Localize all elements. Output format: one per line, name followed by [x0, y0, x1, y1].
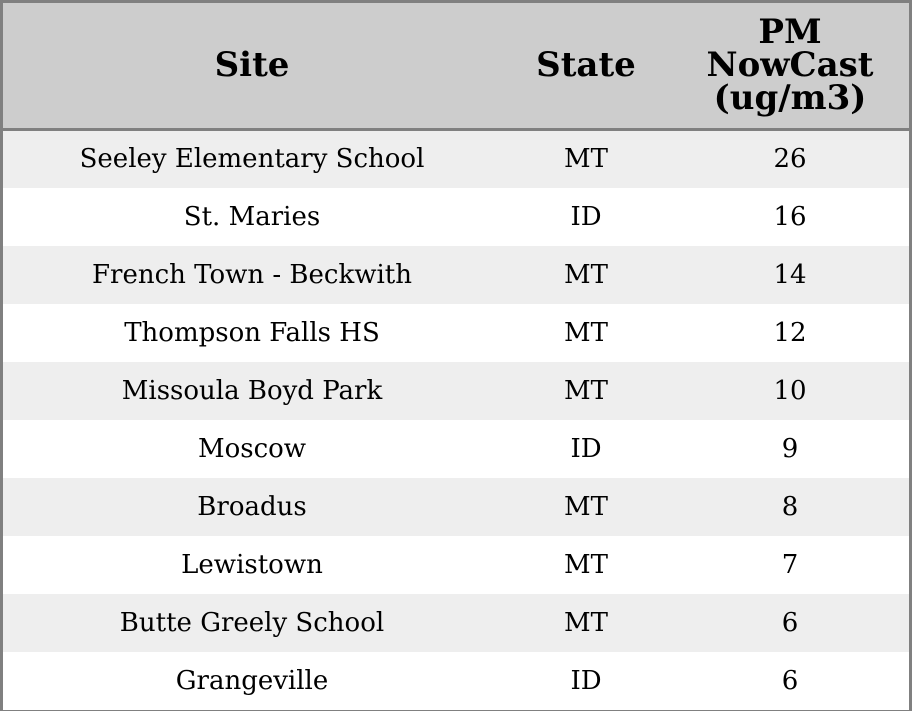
pm-value-cell: 26 — [773, 144, 807, 174]
state-cell: MT — [564, 259, 608, 290]
pm-value-cell: 6 — [781, 665, 799, 696]
table-row — [3, 362, 909, 420]
site-cell: Butte Greely School — [119, 607, 385, 638]
state-cell: MT — [564, 549, 608, 580]
pm-value-cell: 8 — [781, 491, 799, 522]
state-cell: MT — [564, 375, 608, 406]
header-pm-line-1: PM — [758, 11, 822, 52]
state-cell: ID — [570, 201, 602, 232]
pm-value-cell: 16 — [773, 201, 807, 232]
table-row — [3, 478, 909, 536]
header-pm-nowcast — [671, 3, 909, 129]
site-cell: Grangeville — [175, 665, 329, 696]
table-row — [3, 304, 909, 362]
header-state-text: State — [536, 44, 636, 85]
pm-value-cell: 10 — [773, 375, 807, 406]
table-row — [3, 536, 909, 594]
header-pm-line-3: (ug/m3) — [713, 77, 867, 118]
header-pm-line-2: NowCast — [706, 44, 874, 85]
header-site — [3, 3, 501, 129]
site-cell: Lewistown — [181, 549, 323, 580]
site-cell: St. Maries — [183, 201, 321, 232]
header-site-text: Site — [214, 44, 290, 85]
table-row — [3, 129, 909, 188]
header-row — [3, 3, 909, 129]
table-row — [3, 420, 909, 478]
site-cell: Thompson Falls HS — [124, 317, 380, 348]
state-cell: ID — [570, 665, 602, 696]
table-row — [3, 594, 909, 652]
site-cell: Missoula Boyd Park — [121, 375, 383, 406]
header-state — [501, 3, 671, 129]
site-cell: Moscow — [197, 433, 307, 464]
site-cell: French Town - Beckwith — [91, 259, 413, 290]
pm-nowcast-table — [3, 3, 909, 710]
table-row — [3, 246, 909, 304]
pm-value-cell: 12 — [773, 317, 807, 348]
pm-value-cell: 6 — [781, 607, 799, 638]
state-cell: MT — [564, 607, 608, 638]
site-cell: Broadus — [197, 491, 307, 522]
state-cell: MT — [564, 491, 608, 522]
pm-value-cell: 9 — [781, 433, 799, 464]
table-body — [3, 129, 909, 710]
state-cell: MT — [564, 144, 608, 174]
pm-value-cell: 14 — [773, 259, 807, 290]
site-cell: Seeley Elementary School — [79, 144, 425, 174]
state-cell: MT — [564, 317, 608, 348]
state-cell: ID — [570, 433, 602, 464]
table-header — [3, 3, 909, 129]
pm-value-cell: 7 — [781, 549, 799, 580]
table-row — [3, 652, 909, 710]
table-row — [3, 188, 909, 246]
